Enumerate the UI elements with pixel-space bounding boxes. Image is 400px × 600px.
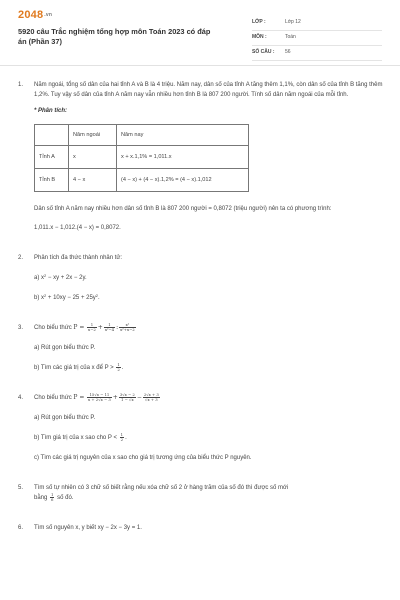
fraction (116, 363, 120, 372)
expr-part: b) x (34, 295, 45, 301)
solution-equation: 1,011.x − 1,012.(4 − x) = 0,8072. (34, 225, 121, 231)
fraction (120, 433, 124, 442)
logo-tld: .vn (44, 12, 53, 18)
question-list (18, 80, 384, 533)
numerator: 1 (120, 432, 124, 438)
expr-part: + 10xy − 25 + 25y (46, 295, 96, 301)
document-title: 5920 câu Trắc nghiệm tổng hợp môn Toán 2023 có đáp án (Phần 37) (18, 27, 211, 46)
expr-part: số đó. (57, 495, 74, 502)
expr-part: P = (73, 394, 85, 402)
expr-part: a) x (34, 275, 45, 281)
table-cell: x (69, 146, 117, 169)
denominator: x + 2√x − 3 (88, 397, 111, 403)
meta-value: Toán (285, 34, 296, 40)
table-cell: (4 − x) + (4 − x).1,2% = (4 − x).1,012 (117, 169, 249, 192)
expr-part: . (98, 295, 100, 301)
question-text: Tìm số nguyên x, y biết xy − 2x − 3y = 1. (34, 525, 142, 532)
numerator: 1 (87, 323, 97, 328)
sub-question-b (34, 433, 384, 443)
fraction (104, 323, 115, 332)
question-number: 3. (18, 325, 24, 331)
question-text-part: Cho biểu thức (34, 325, 72, 332)
fraction (143, 393, 160, 402)
meta-row-subject (252, 31, 382, 46)
question-number: 1. (18, 82, 24, 88)
page-header (0, 0, 400, 66)
numerator: 1 (117, 362, 120, 368)
sub-question-a: a) Rút gọn biểu thức P. (34, 345, 96, 352)
meta-key: LỚP : (252, 19, 266, 25)
expr-part: . (121, 365, 124, 372)
fraction (87, 323, 97, 332)
logo-text: 2048 (18, 9, 44, 21)
sub-question-a (34, 273, 384, 283)
numerator: 1 (51, 492, 54, 498)
sub-question-a: a) Rút gọn biểu thức P. (34, 415, 96, 422)
expr-part: − xy + 2x − 2y. (46, 275, 87, 281)
table-header-row (35, 125, 249, 146)
table-row (35, 169, 249, 192)
solution-table (34, 124, 249, 192)
numerator: 15√x − 11 (87, 393, 112, 398)
denominator: x²+x−2 (120, 327, 135, 332)
table-cell: Năm ngoái (69, 125, 117, 146)
fraction (87, 393, 112, 402)
numerator: 2√x + 3 (143, 392, 159, 398)
meta-row-count (252, 46, 382, 61)
numerator: x² (119, 323, 136, 328)
table-row (35, 146, 249, 169)
denominator: √x + 3 (145, 397, 158, 403)
question-number: 4. (18, 395, 24, 402)
fraction (119, 393, 136, 402)
sub-question-b (34, 293, 384, 303)
table-cell: x + x.1,1% = 1,011.x (117, 146, 249, 169)
denominator: 2 (117, 367, 120, 373)
meta-key: MÔN : (252, 34, 267, 40)
question-5 (18, 483, 384, 503)
expr-sup: 2 (95, 293, 99, 298)
question-text: Cho biểu thức P = $\frac{15√x - 11}{x + 2√x - 3}$ + $\frac{3√x - 2}{1 - √x}$ − $\frac{2√x + 3}{√x + 3}$ (34, 392, 159, 403)
question-text: Phân tích đa thức thành nhân tử: (34, 255, 123, 261)
question-number: 5. (18, 485, 24, 492)
denominator: 2 (120, 437, 124, 443)
denominator: x²−4 (104, 327, 115, 332)
fraction (50, 493, 54, 502)
expr-sup: 2 (44, 293, 47, 298)
table-cell: Năm nay (117, 125, 249, 146)
sub-question-c: c) Tìm các giá trị nguyên của x sao cho giá trị tương ứng của biểu thức P nguyên. (34, 455, 252, 462)
question-2 (18, 253, 384, 303)
denominator: x−2 (88, 327, 96, 332)
question-6 (18, 523, 384, 533)
table-cell: 4 − x (69, 169, 117, 192)
table-cell (35, 125, 69, 146)
site-logo[interactable] (18, 9, 52, 21)
expr-part: P = (73, 324, 85, 332)
question-text: Tìm số tự nhiên có 3 chữ số biết rằng nếu xóa chữ số 2 ở hàng trăm của số đó thì được số mới (34, 485, 289, 492)
numerator: 1 (104, 323, 115, 328)
solution-text: Dân số tỉnh A năm nay nhiều hơn dân số tỉnh B là 807 200 người = 0,8072 (triệu người) nên ta có phương trình: (34, 206, 332, 212)
expr-part: b) Tìm giá trị của x sao cho P < (34, 435, 117, 442)
question-number: 6. (18, 525, 24, 532)
question-1 (18, 80, 384, 233)
question-text: Cho biểu thức P = $\frac{1}{x-2}$ + $\frac{1}{\text{x²−4}}$ : $\frac{\text{x²}}{\text{x²+x−2}}$ (34, 322, 135, 332)
document-meta (252, 16, 382, 61)
meta-value: 56 (285, 49, 291, 55)
sub-question-b (34, 363, 384, 373)
denominator: 1 − √x (121, 397, 134, 403)
table-cell: Tỉnh B (35, 169, 69, 192)
question-3 (18, 323, 384, 373)
denominator: 6 (51, 497, 54, 503)
question-text: Năm ngoái, tổng số dân của hai tỉnh A và B là 4 triệu. Năm nay, dân số của tỉnh A tăng thêm 1,1%, còn dân số của tỉnh B tăng thêm 1,2%. Tuy vậy số dân của tỉnh A năm nay vẫn nhiều hơn tỉnh B là 807 200 người. Tính số dân năm ngoái của mỗi tỉnh. (34, 82, 383, 98)
question-number: 2. (18, 255, 24, 261)
question-4 (18, 393, 384, 463)
expr-part: b) Tìm các giá trị của x để P > (34, 365, 114, 372)
expr-sup: 2 (44, 273, 47, 278)
meta-value: Lớp 12 (285, 19, 301, 25)
meta-row-class (252, 16, 382, 31)
table-cell: Tỉnh A (35, 146, 69, 169)
solution-label: * Phân tích: (34, 108, 68, 114)
question-text-part: Cho biểu thức (34, 395, 72, 402)
expr-part: bằng (34, 495, 48, 502)
fraction (119, 323, 136, 332)
meta-key: SỐ CÂU : (252, 49, 275, 55)
question-text-line2 (34, 493, 384, 503)
expr-part: . (125, 435, 127, 442)
numerator: 3√x − 2 (119, 392, 135, 398)
